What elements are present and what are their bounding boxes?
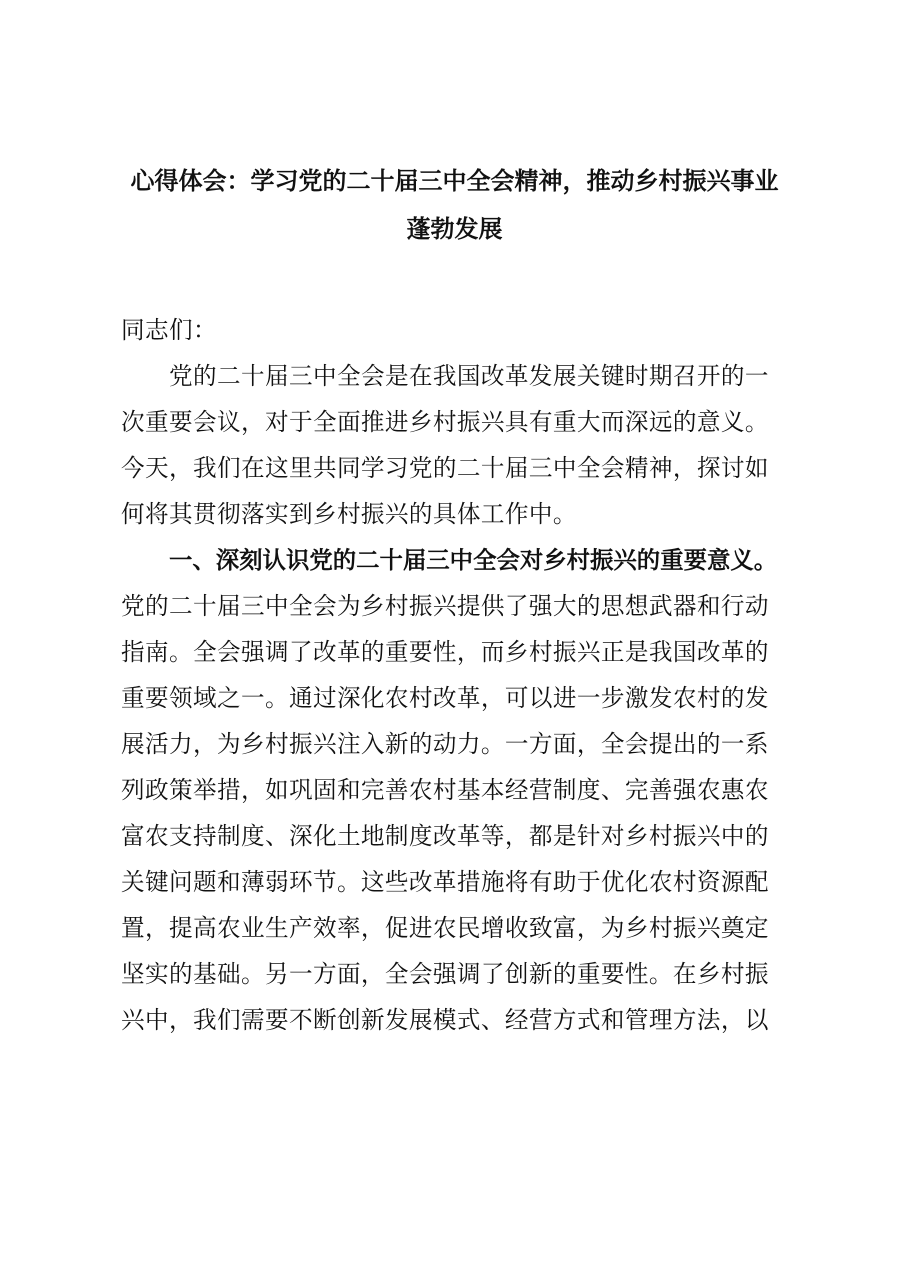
paragraph-line: 列政策举措，如巩固和完善农村基本经营制度、完善强农惠农 xyxy=(121,776,769,804)
section-heading: 一、深刻认识党的二十届三中全会对乡村振兴的重要意义。 xyxy=(169,546,778,574)
paragraph-line: 富农支持制度、深化土地制度改革等，都是针对乡村振兴中的 xyxy=(121,822,769,850)
paragraph-line: 展活力，为乡村振兴注入新的动力。一方面，全会提出的一系 xyxy=(121,730,769,758)
section-1 xyxy=(121,537,793,1043)
paragraph-line: 次重要会议，对于全面推进乡村振兴具有重大而深远的意义。 xyxy=(121,408,769,436)
salutation-text: 同志们： xyxy=(121,316,217,344)
title-line-2: 蓬勃发展 xyxy=(406,215,503,243)
document-title xyxy=(120,157,789,253)
paragraph-line: 关键问题和薄弱环节。这些改革措施将有助于优化农村资源配 xyxy=(121,868,769,896)
paragraph-line: 坚实的基础。另一方面，全会强调了创新的重要性。在乡村振 xyxy=(121,960,769,988)
paragraph-line: 兴中，我们需要不断创新发展模式、经营方式和管理方法，以 xyxy=(121,1006,769,1034)
paragraph-line: 何将其贯彻落实到乡村振兴的具体工作中。 xyxy=(121,500,577,528)
paragraph-intro xyxy=(121,353,793,537)
title-line-1: 心得体会：学习党的二十届三中全会精神，推动乡村振兴事业 xyxy=(130,167,779,195)
paragraph-line: 今天，我们在这里共同学习党的二十届三中全会精神，探讨如 xyxy=(121,454,769,482)
paragraph-line: 党的二十届三中全会是在我国改革发展关键时期召开的一 xyxy=(169,362,769,390)
paragraph-line: 置，提高农业生产效率，促进农民增收致富，为乡村振兴奠定 xyxy=(121,914,769,942)
salutation xyxy=(121,307,793,353)
paragraph-line: 指南。全会强调了改革的重要性，而乡村振兴正是我国改革的 xyxy=(121,638,769,666)
paragraph-line: 党的二十届三中全会为乡村振兴提供了强大的思想武器和行动 xyxy=(121,592,769,620)
paragraph-line: 重要领域之一。通过深化农村改革，可以进一步激发农村的发 xyxy=(121,684,769,712)
